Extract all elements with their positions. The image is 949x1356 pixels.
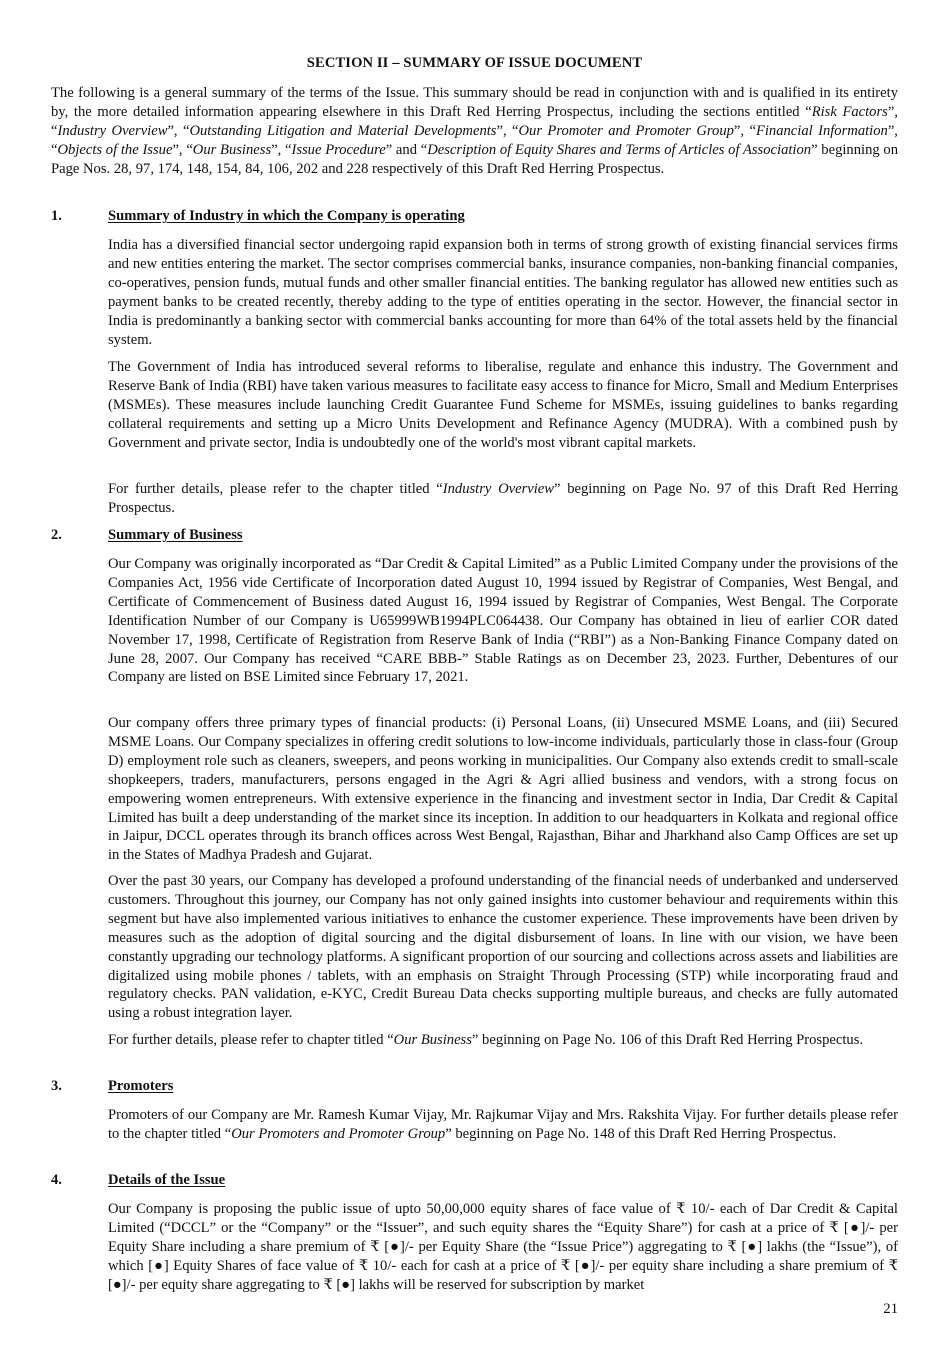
section-title: SECTION II – SUMMARY OF ISSUE DOCUMENT: [306, 55, 643, 71]
body-paragraph: The Government of India has introduced several reforms to liberalise, regulate and enhance this industry. The Government and Reserve Bank of India (RBI) have taken various measures to facilitate easy access to finance for Micro, Small and Medium Enterprises (MSMEs). These measures include launching Credit Guarantee Fund Scheme for MSMEs, issuing guidelines to banks regarding collateral requirements and setting up a Micro Units Development and Refinance Agency (MUDRA). With a combined push by Government and private sector, India is undoubtedly one of the world's most vibrant capital markets.: [108, 359, 898, 451]
intro-text: ” and “: [385, 141, 428, 158]
reference-text: For further details, please refer to chapter titled “: [108, 1032, 394, 1048]
section-reference: Industry Overview: [57, 122, 168, 139]
document-page: [51, 0, 898, 1356]
page-number: 21: [883, 1301, 898, 1317]
body-paragraph: Over the past 30 years, our Company has developed a profound understanding of the financial needs of underbanked and underserved customers. Throughout this journey, our Company has not only gained insights into customer behaviour and requirements within this segment but have also implemented various initiatives to enhance the customer experience. These improvements have been driven by measures such as the adoption of digital sourcing and the digital disbursement of loans. In line with our vision, we have been constantly upgrading our technology platforms. A significant proportion of our sourcing and collections across assets and liabilities are digitalized using mobile phones / tablets, with an emphasis on Straight Through Processing (STP) while incorporating fraud and regulatory checks. PAN validation, e-KYC, Credit Bureau Data checks supporting multiple bureaus, and checks are fully automated using a robust integration layer.: [108, 873, 898, 1022]
reference-paragraph: [108, 1031, 898, 1050]
intro-text: ”, “: [496, 122, 519, 139]
intro-text: ”, “: [51, 122, 898, 158]
reference-text: Promoters of our Company are Mr. Ramesh Kumar Vijay, Mr. Rajkumar Vijay and Mrs. Rakshita Vijay. For further details please refer to the chapter titled “: [108, 1107, 898, 1142]
section-number: 2.: [51, 527, 62, 543]
intro-paragraph: [51, 84, 898, 179]
section-reference: Issue Procedure: [291, 141, 386, 158]
section-reference: Our Promoter and Promoter Group: [518, 122, 734, 139]
body-paragraph: Our Company is proposing the public issue of upto 50,00,000 equity shares of face value of ₹ 10/- each of Dar Credit & Capital Limited (“DCCL” or the “Company” or the “Issuer”, and such equity shares the “Equity Share”) for cash at a price of ₹ [●]/- per Equity Share including a share premium of ₹ [●]/- per Equity Share (the “Issue Price”) aggregating to ₹ [●] lakhs (the “Issue”), of which [●] Equity Shares of face value of ₹ 10/- each for cash at a price of ₹ [●]/- per equity share including a share premium of ₹ [●]/- per equity share aggregating to ₹ [●] lakhs will be reserved for subscription by market: [108, 1201, 898, 1293]
intro-text: ” beginning on Page Nos. 28, 97, 174, 148, 154, 84, 106, 202 and 228 respectively of this Draft Red Herring Prospectus.: [51, 141, 898, 177]
chapter-reference: Industry Overview: [442, 481, 555, 497]
intro-text: ”, “: [172, 141, 193, 158]
intro-text: ”, “: [733, 122, 756, 139]
chapter-reference: Our Promoters and Promoter Group: [231, 1125, 446, 1142]
reference-text: ” beginning on Page No. 97 of this Draft Red Herring Prospectus.: [108, 481, 898, 516]
body-paragraph: Our Company was originally incorporated as “Dar Credit & Capital Limited” as a Public Limited Company under the provisions of the Companies Act, 1956 vide Certificate of Incorporation dated August 10, 1994 issued by Registrar of Companies, West Bengal, and Certificate of Commencement of Business dated August 16, 1994 issued by Registrar of Companies, West Bengal. The Corporate Identification Number of our Company is U65999WB1994PLC064438. Our Company has obtained in lieu of earlier COR dated November 17, 1998, Certificate of Registration from Reserve Bank of India (“RBI”) as a Non-Banking Finance Company dated on June 28, 2007. Our Company has received “CARE BBB-” Stable Ratings as on December 23, 2023. Further, Debentures of our Company are listed on BSE Limited since February 17, 2021.: [108, 556, 898, 686]
chapter-reference: Our Business: [393, 1032, 472, 1048]
section-reference: Financial Information: [755, 122, 888, 139]
reference-text: ” beginning on Page No. 148 of this Draft Red Herring Prospectus.: [445, 1125, 837, 1142]
intro-text: ”, “: [51, 103, 898, 139]
reference-paragraph: [108, 1106, 898, 1144]
section-number: 1.: [51, 208, 62, 224]
intro-text: ”, “: [271, 141, 292, 158]
reference-text: ” beginning on Page No. 106 of this Draft Red Herring Prospectus.: [471, 1032, 864, 1048]
reference-paragraph: [108, 480, 898, 518]
section-number: 3.: [51, 1078, 62, 1094]
section-heading: Promoters: [108, 1078, 174, 1094]
section-heading: Details of the Issue: [108, 1172, 226, 1188]
section-reference: Risk Factors: [811, 103, 888, 120]
reference-text: For further details, please refer to the chapter titled “: [108, 481, 443, 497]
section-reference: Objects of the Issue: [57, 141, 173, 158]
section-reference: Our Business: [192, 141, 272, 158]
body-paragraph: India has a diversified financial sector undergoing rapid expansion both in terms of strong growth of existing financial services firms and new entities entering the market. The sector comprises commercial banks, insurance companies, non-banking financial companies, co-operatives, pension funds, mutual funds and other smaller financial entities. The banking regulator has allowed new entities such as payment banks to be created recently, thereby adding to the type of entities operating in the sector. However, the financial sector in India is predominantly a banking sector with commercial banks accounting for more than 64% of the total assets held by the financial system.: [108, 237, 898, 348]
body-paragraph: Our company offers three primary types of financial products: (i) Personal Loans, (ii) Unsecured MSME Loans, and (iii) Secured MSME Loans. Our Company specializes in offering credit solutions to low-income individuals, particularly those in class-four (Group D) employment role such as cleaners, sweepers, and peons working in municipalities. Our Company also extends credit to small-scale shopkeepers, traders, manufacturers, persons engaged in the Agri & Agri allied business and vendors, with a strong focus on empowering women entrepreneurs. With extensive experience in the financing and investment sector in India, Dar Credit & Capital Limited has built a deep understanding of the market since its inception. In addition to our headquarters in Kolkata and regional office in Jaipur, DCCL operates through its branch offices across West Bengal, Rajasthan, Bihar and Jharkhand also Camp Offices are set up in the States of Madhya Pradesh and Gujarat.: [108, 715, 898, 864]
section-reference: Outstanding Litigation and Material Developments: [189, 122, 497, 139]
section-heading: Summary of Business: [108, 527, 243, 543]
section-heading: Summary of Industry in which the Company is operating: [108, 208, 465, 224]
section-number: 4.: [51, 1172, 62, 1188]
intro-text: The following is a general summary of the terms of the Issue. This summary should be read in conjunction with and is qualified in its entirety by, the more detailed information appearing elsewhere in this Draft Red Herring Prospectus, including the sections entitled “: [51, 85, 898, 120]
intro-text: ”, “: [167, 122, 190, 139]
section-reference: Description of Equity Shares and Terms of Articles of Association: [427, 141, 812, 158]
